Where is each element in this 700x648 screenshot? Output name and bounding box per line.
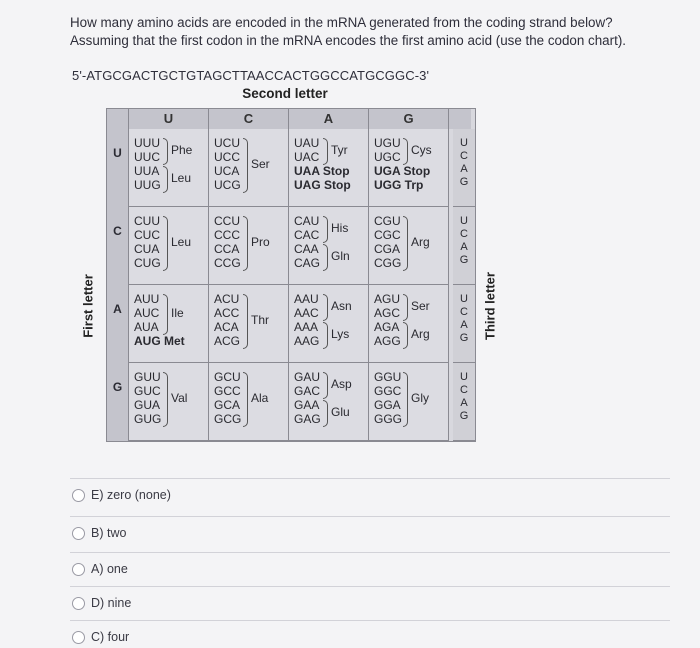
- codon: GCG: [214, 412, 242, 426]
- codon: AGC: [374, 306, 401, 320]
- codon: AGU: [374, 292, 401, 306]
- codon: UCC: [214, 150, 240, 164]
- third-letter-label: Third letter: [482, 272, 498, 340]
- codon-brace: [403, 138, 408, 165]
- third-letter: C: [460, 228, 468, 240]
- codon: GCA: [214, 398, 241, 412]
- codon-cell: [209, 285, 289, 363]
- amino-acid: Ser: [411, 299, 430, 313]
- codon-brace: [163, 138, 168, 165]
- third-letter: G: [459, 254, 469, 266]
- codon: UUA: [134, 164, 160, 178]
- codon: AAC: [294, 306, 319, 320]
- codon: UAG Stop: [294, 178, 351, 192]
- codon-cell: [289, 363, 369, 441]
- codon-cell: [369, 285, 449, 363]
- codon-cell: [369, 129, 449, 207]
- codon: GGA: [374, 398, 401, 412]
- codon: AAU: [294, 292, 319, 306]
- codon-brace: [243, 216, 248, 271]
- option-separator: [70, 620, 670, 621]
- third-letter: C: [460, 306, 468, 318]
- amino-acid: Glu: [331, 405, 350, 419]
- codon: UGG Trp: [374, 178, 424, 192]
- option-separator: [70, 552, 670, 553]
- codon-brace: [243, 372, 248, 427]
- amino-acid: Ala: [251, 390, 269, 405]
- codon: GAU: [294, 370, 321, 384]
- amino-acid: Leu: [171, 171, 192, 185]
- codon: GGC: [374, 384, 402, 398]
- third-letter: A: [460, 397, 468, 409]
- amino-acid: Arg: [411, 327, 430, 341]
- radio-button[interactable]: [72, 489, 85, 502]
- codon-cell: [209, 129, 289, 207]
- amino-acid: Tyr: [331, 142, 348, 157]
- codon-brace: [323, 216, 328, 243]
- radio-button[interactable]: [72, 563, 85, 576]
- third-letter: C: [460, 384, 468, 396]
- option-label: A) one: [91, 562, 128, 576]
- amino-acid: Asp: [331, 377, 352, 391]
- codon: UAC: [294, 150, 320, 164]
- codon: UAU: [294, 136, 320, 150]
- codon: UUC: [134, 150, 160, 164]
- codon-brace: [403, 322, 408, 349]
- codon: GUU: [134, 370, 161, 384]
- amino-acid: Gly: [411, 390, 429, 405]
- codon: CAG: [294, 256, 321, 270]
- codon: UAA Stop: [294, 164, 350, 178]
- codon: CAC: [294, 228, 320, 242]
- codon: CAU: [294, 214, 320, 228]
- third-letter: G: [459, 332, 469, 344]
- codon: AUC: [134, 306, 160, 320]
- codon: CCC: [214, 228, 240, 242]
- codon: CGG: [374, 256, 402, 270]
- third-letter-column: [453, 285, 475, 363]
- codon: GUA: [134, 398, 161, 412]
- option-label: B) two: [91, 526, 127, 540]
- option-separator: [70, 586, 670, 587]
- codon-cell: [129, 363, 209, 441]
- third-letter: U: [460, 293, 468, 305]
- answer-option[interactable]: [72, 562, 128, 576]
- codon-brace: [323, 138, 328, 165]
- column-header-c: C: [209, 109, 289, 129]
- codon: CUA: [134, 242, 160, 256]
- codon: AGG: [374, 334, 401, 348]
- codon: AGA: [374, 320, 400, 334]
- codon-cell: [129, 207, 209, 285]
- codon-chart: [70, 86, 510, 448]
- codon: UCG: [214, 178, 241, 192]
- codon: GAA: [294, 398, 320, 412]
- codon: CAA: [294, 242, 319, 256]
- third-letter-column: [453, 129, 475, 207]
- codon-cell: [129, 285, 209, 363]
- codon-brace: [403, 294, 408, 321]
- amino-acid: Arg: [411, 234, 430, 249]
- answer-option[interactable]: [72, 488, 171, 502]
- option-label: C) four: [91, 630, 130, 644]
- codon: CGU: [374, 214, 401, 228]
- third-letter-column: [453, 363, 475, 441]
- amino-acid: Asn: [331, 299, 352, 313]
- amino-acid: Pro: [251, 234, 270, 249]
- codon: GAG: [294, 412, 321, 426]
- grid-corner: [107, 109, 129, 129]
- codon: UCA: [214, 164, 240, 178]
- codon: AAG: [294, 334, 320, 348]
- codon: UGU: [374, 136, 401, 150]
- codon: AUA: [134, 320, 159, 334]
- codon: CGA: [374, 242, 401, 256]
- codon-brace: [323, 294, 328, 321]
- amino-acid: Phe: [171, 143, 193, 157]
- codon: CCG: [214, 256, 241, 270]
- amino-acid: Thr: [251, 312, 269, 327]
- codon-cell: [369, 207, 449, 285]
- third-letter: U: [460, 371, 468, 383]
- amino-acid: His: [331, 221, 349, 235]
- codon: UCU: [214, 136, 240, 150]
- codon: UGC: [374, 150, 401, 164]
- codon: ACU: [214, 292, 240, 306]
- third-letter: U: [460, 137, 468, 149]
- codon-brace: [243, 294, 248, 349]
- codon: UUU: [134, 136, 160, 150]
- codon: AAA: [294, 320, 319, 334]
- third-letter: U: [460, 215, 468, 227]
- answer-option[interactable]: [72, 630, 129, 644]
- codon: UGA Stop: [374, 164, 431, 178]
- option-separator: [70, 478, 670, 479]
- amino-acid: Cys: [411, 142, 432, 157]
- codon: ACG: [214, 334, 241, 348]
- codon-brace: [243, 138, 248, 193]
- dna-sequence: 5'-ATGCGACTGCTGTAGCTTAACCACTGGCCATGCGGC-3': [72, 68, 430, 83]
- first-letter-label: First letter: [80, 274, 96, 338]
- row-label-c: C: [107, 207, 129, 285]
- option-separator: [70, 516, 670, 517]
- codon-cell: [209, 363, 289, 441]
- second-letter-label: Second letter: [242, 86, 328, 101]
- codon-cell: [289, 129, 369, 207]
- codon: GCC: [214, 384, 241, 398]
- codon: CCA: [214, 242, 240, 256]
- third-letter: G: [459, 410, 469, 422]
- codon: CUG: [134, 256, 161, 270]
- codon: AUG Met: [134, 334, 185, 348]
- column-header-a: A: [289, 109, 369, 129]
- column-header-u: U: [129, 109, 209, 129]
- codon: GGU: [374, 370, 402, 384]
- answer-option[interactable]: [72, 596, 131, 610]
- row-label-u: U: [107, 129, 129, 207]
- third-letter-column: [453, 207, 475, 285]
- codon-brace: [163, 372, 168, 427]
- row-label-a: A: [107, 285, 129, 363]
- row-label-g: G: [107, 363, 129, 441]
- radio-button[interactable]: [72, 631, 85, 644]
- amino-acid: Val: [171, 390, 188, 405]
- codon: ACC: [214, 306, 240, 320]
- codon: UUG: [134, 178, 161, 192]
- codon-cell: [289, 285, 369, 363]
- third-letter: A: [460, 241, 468, 253]
- amino-acid: Leu: [171, 234, 192, 249]
- question-text: How many amino acids are encoded in the mRNA generated from the coding strand below? Assuming that the first codon in the mRNA encodes the first amino acid (use the codon chart).: [70, 15, 626, 48]
- radio-button[interactable]: [72, 527, 85, 540]
- codon: CGC: [374, 228, 401, 242]
- amino-acid: Ser: [251, 156, 270, 171]
- codon-cell: [209, 207, 289, 285]
- option-label: E) zero (none): [91, 488, 171, 502]
- third-letter: A: [460, 319, 468, 331]
- answer-option[interactable]: [72, 526, 126, 540]
- codon-cell: [369, 363, 449, 441]
- codon-brace: [323, 400, 328, 427]
- codon: GGG: [374, 412, 403, 426]
- codon-grid: [106, 108, 476, 442]
- codon-brace: [163, 216, 168, 271]
- codon: GCU: [214, 370, 241, 384]
- codon: CUU: [134, 214, 160, 228]
- amino-acid: Gln: [331, 249, 350, 263]
- codon: GUC: [134, 384, 161, 398]
- codon: GAC: [294, 384, 321, 398]
- codon: AUU: [134, 292, 160, 306]
- codon-cell: [129, 129, 209, 207]
- third-letter: C: [460, 150, 468, 162]
- codon-brace: [403, 216, 408, 271]
- third-letter: A: [460, 163, 468, 175]
- codon-brace: [323, 244, 328, 271]
- option-label: D) nine: [91, 596, 132, 610]
- third-corner: [449, 109, 471, 129]
- codon: GUG: [134, 412, 162, 426]
- codon-cell: [289, 207, 369, 285]
- codon: CUC: [134, 228, 160, 242]
- column-header-g: G: [369, 109, 449, 129]
- codon-brace: [403, 372, 408, 427]
- amino-acid: Ile: [171, 305, 184, 320]
- third-letter: G: [459, 176, 469, 188]
- codon-brace: [163, 166, 168, 193]
- amino-acid: Lys: [331, 327, 350, 341]
- codon-brace: [163, 294, 168, 335]
- codon-brace: [323, 322, 328, 349]
- radio-button[interactable]: [72, 597, 85, 610]
- codon-brace: [323, 372, 328, 399]
- codon: ACA: [214, 320, 239, 334]
- codon: CCU: [214, 214, 240, 228]
